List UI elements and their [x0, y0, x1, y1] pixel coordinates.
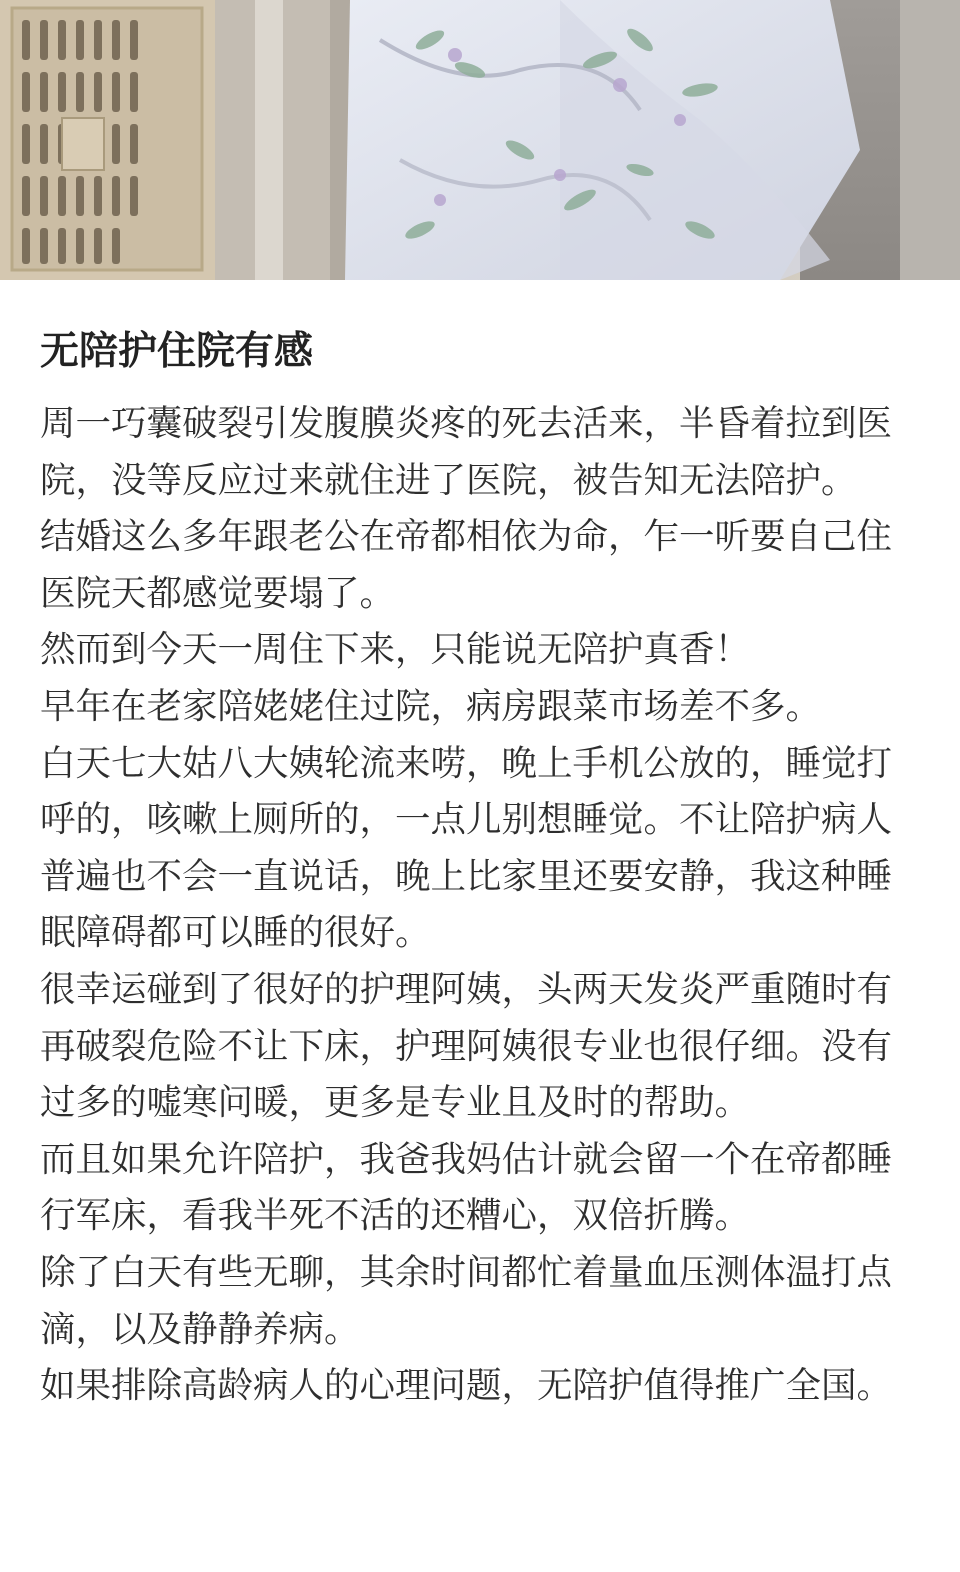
post-body [40, 396, 920, 1415]
hospital-bed-photo [0, 0, 960, 280]
post-paragraph: 结婚这么多年跟老公在帝都相依为命，乍一听要自己住医院天都感觉要塌了。 [40, 516, 893, 614]
post-photo[interactable] [0, 0, 960, 280]
post-paragraph: 白天七大姑八大姨轮流来唠，晚上手机公放的，睡觉打呼的，咳嗽上厕所的，一点儿别想睡觉。不让陪护病人普遍也不会一直说话，晚上比家里还要安静，我这种睡眠障碍都可以睡的很好。 [40, 742, 893, 954]
post-content [40, 320, 920, 1415]
post-paragraph: 然而到今天一周住下来，只能说无陪护真香！ [40, 629, 751, 671]
post-paragraph: 而且如果允许陪护，我爸我妈估计就会留一个在帝都睡行军床，看我半死不活的还糟心，双倍折腾。 [40, 1138, 893, 1237]
post-paragraph: 早年在老家陪姥姥住过院，病房跟菜市场差不多。 [40, 685, 822, 727]
post-paragraph: 很幸运碰到了很好的护理阿姨，头两天发炎严重随时有再破裂危险不让下床，护理阿姨很专业也很仔细。没有过多的嘘寒问暖，更多是专业且及时的帮助。 [40, 968, 893, 1124]
post-title: 无陪护住院有感 [40, 329, 314, 374]
post-paragraph: 周一巧囊破裂引发腹膜炎疼的死去活来，半昏着拉到医院，没等反应过来就住进了医院，被告知无法陪护。 [40, 403, 893, 501]
post-paragraph: 如果排除高龄病人的心理问题，无陪护值得推广全国。 [40, 1365, 893, 1407]
post-paragraph: 除了白天有些无聊，其余时间都忙着量血压测体温打点滴，以及静静养病。 [40, 1251, 893, 1350]
